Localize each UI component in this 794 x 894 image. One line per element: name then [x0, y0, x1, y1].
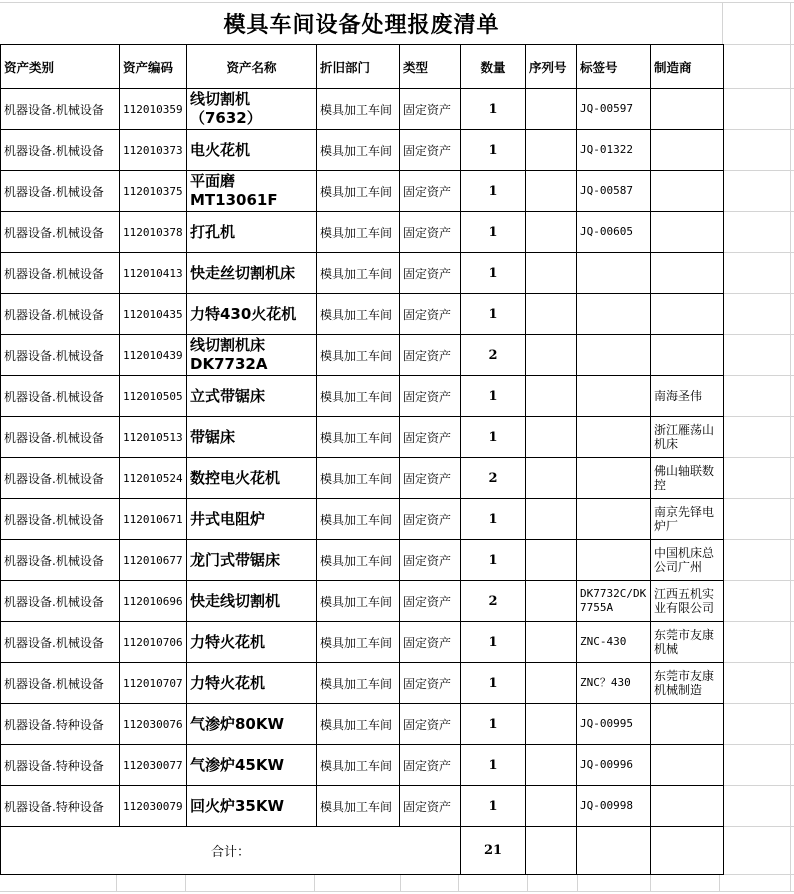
cell-tag[interactable] [577, 540, 651, 581]
cell-code[interactable]: 112010706 [120, 622, 187, 663]
cell-type[interactable]: 固定资产 [400, 581, 461, 622]
cell-tag[interactable] [577, 376, 651, 417]
cell-name[interactable]: 打孔机 [187, 212, 317, 253]
cell-category[interactable]: 机器设备.特种设备 [1, 704, 120, 745]
cell-category[interactable]: 机器设备.机械设备 [1, 499, 120, 540]
cell-category[interactable]: 机器设备.特种设备 [1, 745, 120, 786]
gridline [723, 703, 794, 704]
cell-name[interactable]: 数控电火花机 [187, 458, 317, 499]
cell-department[interactable]: 模具加工车间 [317, 130, 400, 171]
total-quantity-cell[interactable]: 21 [461, 827, 526, 875]
cell-department[interactable]: 模具加工车间 [317, 745, 400, 786]
cell-type[interactable]: 固定资产 [400, 335, 461, 376]
cell-name[interactable]: 气渗炉80KW [187, 704, 317, 745]
cell-category[interactable]: 机器设备.机械设备 [1, 663, 120, 704]
gridline [723, 293, 794, 294]
cell-code[interactable]: 112030076 [120, 704, 187, 745]
cell-manufacturer[interactable] [651, 704, 724, 745]
cell-department[interactable]: 模具加工车间 [317, 581, 400, 622]
cell-code[interactable]: 112010373 [120, 130, 187, 171]
cell-serial[interactable] [526, 745, 577, 786]
cell-tag[interactable]: JQ-00998 [577, 786, 651, 827]
cell-code[interactable]: 112010524 [120, 458, 187, 499]
cell-type[interactable]: 固定资产 [400, 130, 461, 171]
cell-serial[interactable] [526, 417, 577, 458]
cell-quantity[interactable]: 1 [461, 663, 526, 704]
cell-type[interactable]: 固定资产 [400, 458, 461, 499]
total-label-cell[interactable]: 合计： [1, 827, 461, 875]
cell-code[interactable]: 112010378 [120, 212, 187, 253]
column-header-name[interactable]: 资产名称 [187, 45, 317, 89]
cell-tag[interactable] [577, 417, 651, 458]
cell-manufacturer[interactable] [651, 294, 724, 335]
cell-name[interactable]: 龙门式带锯床 [187, 540, 317, 581]
gridline [723, 129, 794, 130]
cell-tag[interactable]: ZNC-430 [577, 622, 651, 663]
cell-manufacturer[interactable] [651, 130, 724, 171]
gridline [723, 539, 794, 540]
cell-code[interactable]: 112010435 [120, 294, 187, 335]
cell-quantity[interactable]: 1 [461, 89, 526, 130]
gridline [723, 744, 794, 745]
cell-serial[interactable] [526, 253, 577, 294]
cell-manufacturer[interactable]: 浙江雁荡山机床 [651, 417, 724, 458]
cell-name[interactable]: 线切割机（7632） [187, 89, 317, 130]
cell-type[interactable]: 固定资产 [400, 745, 461, 786]
column-header-tag[interactable]: 标签号 [577, 45, 651, 89]
gridline [723, 170, 794, 171]
cell-department[interactable]: 模具加工车间 [317, 458, 400, 499]
cell-code[interactable]: 112010439 [120, 335, 187, 376]
cell-tag[interactable]: JQ-00605 [577, 212, 651, 253]
table-row [1, 417, 724, 458]
cell-serial[interactable] [526, 130, 577, 171]
cell-department[interactable]: 模具加工车间 [317, 294, 400, 335]
table-row [1, 540, 724, 581]
cell-manufacturer[interactable] [651, 212, 724, 253]
cell-serial[interactable] [526, 499, 577, 540]
cell-name[interactable]: 力特火花机 [187, 622, 317, 663]
cell-quantity[interactable]: 1 [461, 786, 526, 827]
cell-department[interactable]: 模具加工车间 [317, 417, 400, 458]
cell-code[interactable]: 112010413 [120, 253, 187, 294]
sheet-title[interactable]: 模具车间设备处理报废清单 [223, 12, 500, 38]
cell-category[interactable]: 机器设备.机械设备 [1, 130, 120, 171]
cell-category[interactable]: 机器设备.机械设备 [1, 89, 120, 130]
cell-tag[interactable] [577, 335, 651, 376]
cell-serial[interactable] [526, 786, 577, 827]
cell-serial[interactable] [526, 335, 577, 376]
cell-tag[interactable] [577, 458, 651, 499]
cell-department[interactable]: 模具加工车间 [317, 540, 400, 581]
cell-type[interactable]: 固定资产 [400, 212, 461, 253]
table-row [1, 581, 724, 622]
cell-quantity[interactable]: 1 [461, 417, 526, 458]
cell-name[interactable]: 井式电阻炉 [187, 499, 317, 540]
cell-type[interactable]: 固定资产 [400, 89, 461, 130]
column-header-category[interactable]: 资产类别 [1, 45, 120, 89]
cell-type[interactable]: 固定资产 [400, 294, 461, 335]
cell-code[interactable]: 112030079 [120, 786, 187, 827]
cell-name[interactable]: 平面磨MT13061F [187, 171, 317, 212]
table-row [1, 130, 724, 171]
table-row [1, 253, 724, 294]
cell-type[interactable]: 固定资产 [400, 663, 461, 704]
cell-code[interactable]: 112030077 [120, 745, 187, 786]
gridline [527, 874, 528, 891]
cell-tag[interactable] [577, 253, 651, 294]
gridline [650, 874, 651, 891]
cell-quantity[interactable]: 1 [461, 130, 526, 171]
cell-quantity[interactable]: 1 [461, 622, 526, 663]
gridline [185, 874, 186, 891]
cell-manufacturer[interactable] [651, 89, 724, 130]
table-row [1, 786, 724, 827]
cell-type[interactable]: 固定资产 [400, 417, 461, 458]
gridline [719, 874, 720, 891]
cell-manufacturer[interactable] [651, 335, 724, 376]
cell-department[interactable]: 模具加工车间 [317, 786, 400, 827]
table-row [1, 89, 724, 130]
cell-quantity[interactable]: 1 [461, 253, 526, 294]
gridline [723, 785, 794, 786]
gridline [723, 826, 794, 827]
cell-department[interactable]: 模具加工车间 [317, 499, 400, 540]
cell-serial[interactable] [526, 212, 577, 253]
gridline [723, 874, 794, 875]
cell-quantity[interactable]: 1 [461, 171, 526, 212]
cell-manufacturer[interactable]: 中国机床总公司广州 [651, 540, 724, 581]
cell-name[interactable]: 线切割机床DK7732A [187, 335, 317, 376]
column-header-quantity[interactable]: 数量 [461, 45, 526, 89]
table-row [1, 212, 724, 253]
column-header-manufacturer[interactable]: 制造商 [651, 45, 724, 89]
cell-department[interactable]: 模具加工车间 [317, 89, 400, 130]
gridline [790, 2, 791, 891]
cell-category[interactable]: 机器设备.机械设备 [1, 335, 120, 376]
total-serial-cell[interactable] [526, 827, 577, 875]
cell-category[interactable]: 机器设备.机械设备 [1, 212, 120, 253]
cell-code[interactable]: 112010375 [120, 171, 187, 212]
cell-type[interactable]: 固定资产 [400, 499, 461, 540]
cell-category[interactable]: 机器设备.机械设备 [1, 253, 120, 294]
cell-department[interactable]: 模具加工车间 [317, 704, 400, 745]
scrap-list-table [0, 44, 724, 875]
cell-manufacturer[interactable]: 南京先铎电炉厂 [651, 499, 724, 540]
cell-name[interactable]: 力特430火花机 [187, 294, 317, 335]
cell-quantity[interactable]: 1 [461, 499, 526, 540]
cell-quantity[interactable]: 1 [461, 212, 526, 253]
cell-code[interactable]: 112010696 [120, 581, 187, 622]
cell-name[interactable]: 力特火花机 [187, 663, 317, 704]
gridline [723, 416, 794, 417]
cell-tag[interactable]: JQ-00587 [577, 171, 651, 212]
cell-department[interactable]: 模具加工车间 [317, 622, 400, 663]
total-tag-cell[interactable] [577, 827, 651, 875]
cell-manufacturer[interactable]: 江西五机实业有限公司 [651, 581, 724, 622]
table-body [1, 89, 724, 827]
cell-name[interactable]: 快走线切割机 [187, 581, 317, 622]
gridline [723, 375, 794, 376]
cell-manufacturer[interactable] [651, 253, 724, 294]
cell-serial[interactable] [526, 458, 577, 499]
cell-tag[interactable]: JQ-00995 [577, 704, 651, 745]
cell-department[interactable]: 模具加工车间 [317, 171, 400, 212]
cell-department[interactable]: 模具加工车间 [317, 376, 400, 417]
gridline [723, 88, 794, 89]
cell-serial[interactable] [526, 704, 577, 745]
cell-type[interactable]: 固定资产 [400, 704, 461, 745]
cell-name[interactable]: 立式带锯床 [187, 376, 317, 417]
cell-type[interactable]: 固定资产 [400, 376, 461, 417]
cell-category[interactable]: 机器设备.机械设备 [1, 458, 120, 499]
cell-category[interactable]: 机器设备.机械设备 [1, 171, 120, 212]
cell-type[interactable]: 固定资产 [400, 540, 461, 581]
cell-name[interactable]: 气渗炉45KW [187, 745, 317, 786]
table-row [1, 335, 724, 376]
gridline [314, 874, 315, 891]
cell-tag[interactable]: DK7732C/DK7755A [577, 581, 651, 622]
table-row [1, 458, 724, 499]
gridline [723, 662, 794, 663]
cell-tag[interactable]: JQ-00597 [577, 89, 651, 130]
gridline [577, 874, 578, 891]
cell-quantity[interactable]: 1 [461, 704, 526, 745]
cell-name[interactable]: 回火炉35KW [187, 786, 317, 827]
cell-category[interactable]: 机器设备.机械设备 [1, 417, 120, 458]
cell-category[interactable]: 机器设备.机械设备 [1, 294, 120, 335]
column-header-department[interactable]: 折旧部门 [317, 45, 400, 89]
cell-serial[interactable] [526, 376, 577, 417]
cell-name[interactable]: 带锯床 [187, 417, 317, 458]
gridline [723, 621, 794, 622]
cell-serial[interactable] [526, 663, 577, 704]
cell-tag[interactable]: JQ-00996 [577, 745, 651, 786]
cell-manufacturer[interactable] [651, 745, 724, 786]
table-row [1, 171, 724, 212]
total-manufacturer-cell[interactable] [651, 827, 724, 875]
cell-manufacturer[interactable]: 东莞市友康机械制造 [651, 663, 724, 704]
column-header-type[interactable]: 类型 [400, 45, 461, 89]
cell-tag[interactable] [577, 499, 651, 540]
cell-code[interactable]: 112010513 [120, 417, 187, 458]
cell-tag[interactable] [577, 294, 651, 335]
cell-name[interactable]: 电火花机 [187, 130, 317, 171]
cell-category[interactable]: 机器设备.机械设备 [1, 540, 120, 581]
cell-type[interactable]: 固定资产 [400, 171, 461, 212]
gridline [0, 891, 794, 892]
gridline [458, 874, 459, 891]
cell-department[interactable]: 模具加工车间 [317, 663, 400, 704]
table-row [1, 499, 724, 540]
table-row [1, 294, 724, 335]
table-row [1, 622, 724, 663]
cell-serial[interactable] [526, 540, 577, 581]
cell-category[interactable]: 机器设备.机械设备 [1, 376, 120, 417]
table-row [1, 704, 724, 745]
cell-department[interactable]: 模具加工车间 [317, 253, 400, 294]
cell-manufacturer[interactable]: 佛山轴联数控 [651, 458, 724, 499]
total-row [1, 827, 724, 875]
gridline [723, 211, 794, 212]
cell-quantity[interactable]: 2 [461, 458, 526, 499]
gridline [723, 580, 794, 581]
cell-serial[interactable] [526, 581, 577, 622]
cell-manufacturer[interactable]: 东莞市友康机械 [651, 622, 724, 663]
cell-tag[interactable]: JQ-01322 [577, 130, 651, 171]
cell-category[interactable]: 机器设备.机械设备 [1, 581, 120, 622]
cell-quantity[interactable]: 1 [461, 540, 526, 581]
cell-code[interactable]: 112010707 [120, 663, 187, 704]
table-row [1, 376, 724, 417]
cell-manufacturer[interactable]: 南海圣伟 [651, 376, 724, 417]
gridline [116, 874, 117, 891]
header-row [1, 45, 724, 89]
cell-tag[interactable]: ZNC？430 [577, 663, 651, 704]
table-row [1, 663, 724, 704]
gridline [723, 498, 794, 499]
cell-serial[interactable] [526, 89, 577, 130]
cell-category[interactable]: 机器设备.特种设备 [1, 786, 120, 827]
table-row [1, 745, 724, 786]
cell-code[interactable]: 112010359 [120, 89, 187, 130]
gridline [723, 44, 794, 45]
cell-category[interactable]: 机器设备.机械设备 [1, 622, 120, 663]
cell-serial[interactable] [526, 294, 577, 335]
gridline [723, 252, 794, 253]
cell-department[interactable]: 模具加工车间 [317, 335, 400, 376]
cell-quantity[interactable]: 1 [461, 294, 526, 335]
cell-type[interactable]: 固定资产 [400, 786, 461, 827]
cell-manufacturer[interactable] [651, 171, 724, 212]
gridline [723, 334, 794, 335]
cell-type[interactable]: 固定资产 [400, 253, 461, 294]
column-header-serial[interactable]: 序列号 [526, 45, 577, 89]
cell-quantity[interactable]: 1 [461, 745, 526, 786]
cell-quantity[interactable]: 2 [461, 335, 526, 376]
cell-serial[interactable] [526, 171, 577, 212]
cell-department[interactable]: 模具加工车间 [317, 212, 400, 253]
cell-quantity[interactable]: 1 [461, 376, 526, 417]
column-header-code[interactable]: 资产编码 [120, 45, 187, 89]
cell-manufacturer[interactable] [651, 786, 724, 827]
cell-serial[interactable] [526, 622, 577, 663]
cell-quantity[interactable]: 2 [461, 581, 526, 622]
gridline [400, 874, 401, 891]
cell-code[interactable]: 112010671 [120, 499, 187, 540]
cell-code[interactable]: 112010677 [120, 540, 187, 581]
cell-code[interactable]: 112010505 [120, 376, 187, 417]
cell-type[interactable]: 固定资产 [400, 622, 461, 663]
cell-name[interactable]: 快走丝切割机床 [187, 253, 317, 294]
gridline [723, 457, 794, 458]
